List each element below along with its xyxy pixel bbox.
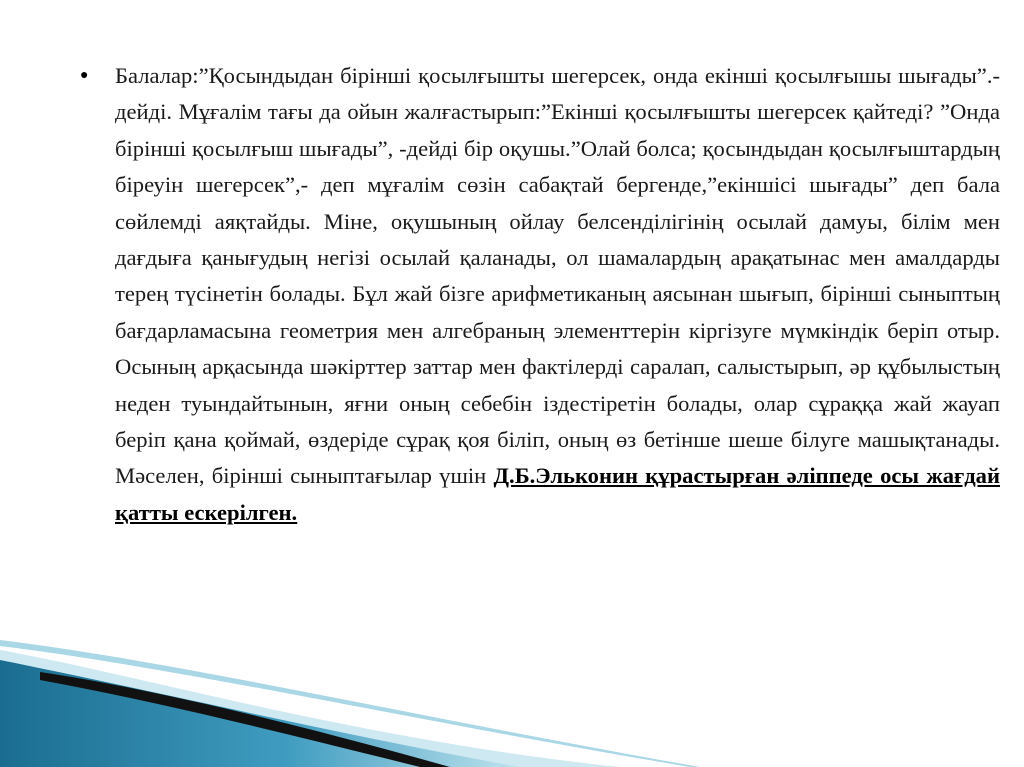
bullet-item bbox=[80, 58, 1000, 531]
paragraph-text: Балалар:”Қосындыдан бірінші қосылғышты шегерсек, онда екінші қосылғышы шығады”.-дейді. Мұғалім тағы да ойын жалғастырып:”Екінші қосылғышты шегерсек қайтеді? ”Онда бірінші қосылғыш шығады”, -дейді бір оқушы.”Олай болса; қосындыдан қосылғыштардың біреуін шегерсек”,- деп мұғалім сөзін сабақтай бергенде,”екіншісі шығады” деп бала сөйлемді аяқтайды. Міне, оқушының ойлау белсенділігінің осылай дамуы, білім мен дағдыға қанығудың негізі осылай қаланады, ол шамалардың арақатынас мен амалдарды терең түсінетін болады. Бұл жай бізге арифметиканың аясынан шығып, бірінші сыныптың бағдарламасына геометрия мен алгебраның элементтерін кіргізуге мүмкіндік беріп отыр. Осының арқасында шәкірттер заттар мен фактілерді саралап, салыстырып, әр құбылыстың неден туындайтынын, яғни оның себебін іздестіретін болады, олар сұраққа жай жауап беріп қана қоймай, өздеріде сұрақ қоя біліп, оның өз бетінше шеше білуге машықтанады. Мәселен, бірінші сыныптағылар үшін bbox=[115, 63, 1000, 489]
emphasized-reference-text: Д.Б.Эльконин құрастырған әліппеде осы жағдай қатты ескерілген. bbox=[115, 463, 1000, 525]
slide-content bbox=[80, 58, 1000, 531]
bullet-paragraph bbox=[115, 58, 1000, 531]
bullet-icon: ● bbox=[80, 68, 89, 83]
